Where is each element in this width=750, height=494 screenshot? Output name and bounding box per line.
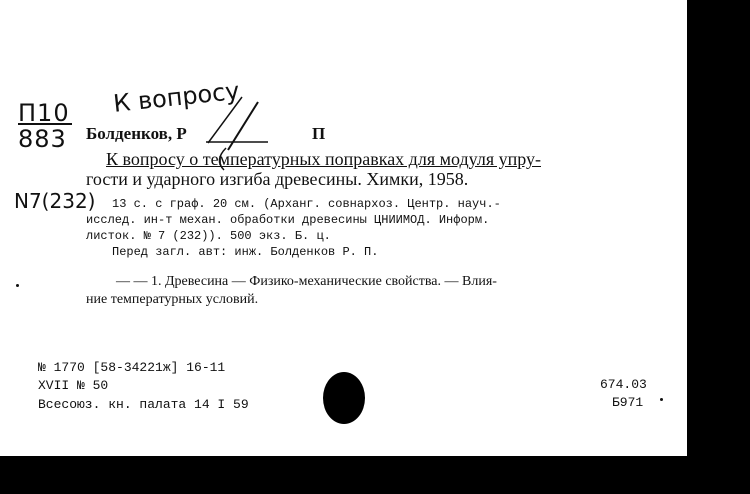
subject-line-1: — — 1. Древесина — Физико-механические свойства. — Влия- (116, 274, 497, 289)
volume-number: XVII № 50 (38, 378, 109, 393)
call-number-bottom: 883 (18, 125, 67, 153)
class-code: 674.03 (600, 377, 647, 392)
call-number-top: П10 (18, 99, 70, 127)
description-line-2: исслед. ин-т механ. обработки древесины ЦНИИМОД. Информ. (86, 213, 490, 227)
author-heading: Болденков, Р (86, 124, 187, 143)
handwritten-series: N7(232) (14, 189, 96, 213)
description-line-3: листок. № 7 (232)). 500 экз. Б. ц. (86, 229, 331, 243)
card-punch-hole (323, 372, 365, 424)
title-line-1: К вопросу о температурных поправках для модуля упру- (106, 149, 541, 169)
title-line-2: гости и ударного изгиба древесины. Химки, 1958. (86, 169, 469, 189)
author-code: Б971 (612, 395, 644, 410)
publisher-line: Всесоюз. кн. палата 14 I 59 (38, 397, 249, 412)
heading-letter: П (312, 124, 326, 143)
record-number: № 1770 [58-34221ж] 16-11 (38, 360, 226, 375)
handwritten-note: К вопросу (112, 76, 241, 118)
subject-line-2: ние температурных условий. (86, 292, 259, 307)
speck-right (660, 398, 663, 401)
description-line-1: 13 с. с граф. 20 см. (Арханг. совнархоз. Центр. науч.- (112, 197, 501, 211)
description-line-4: Перед загл. авт: инж. Болденков Р. П. (112, 245, 379, 259)
speck-left (16, 284, 19, 287)
